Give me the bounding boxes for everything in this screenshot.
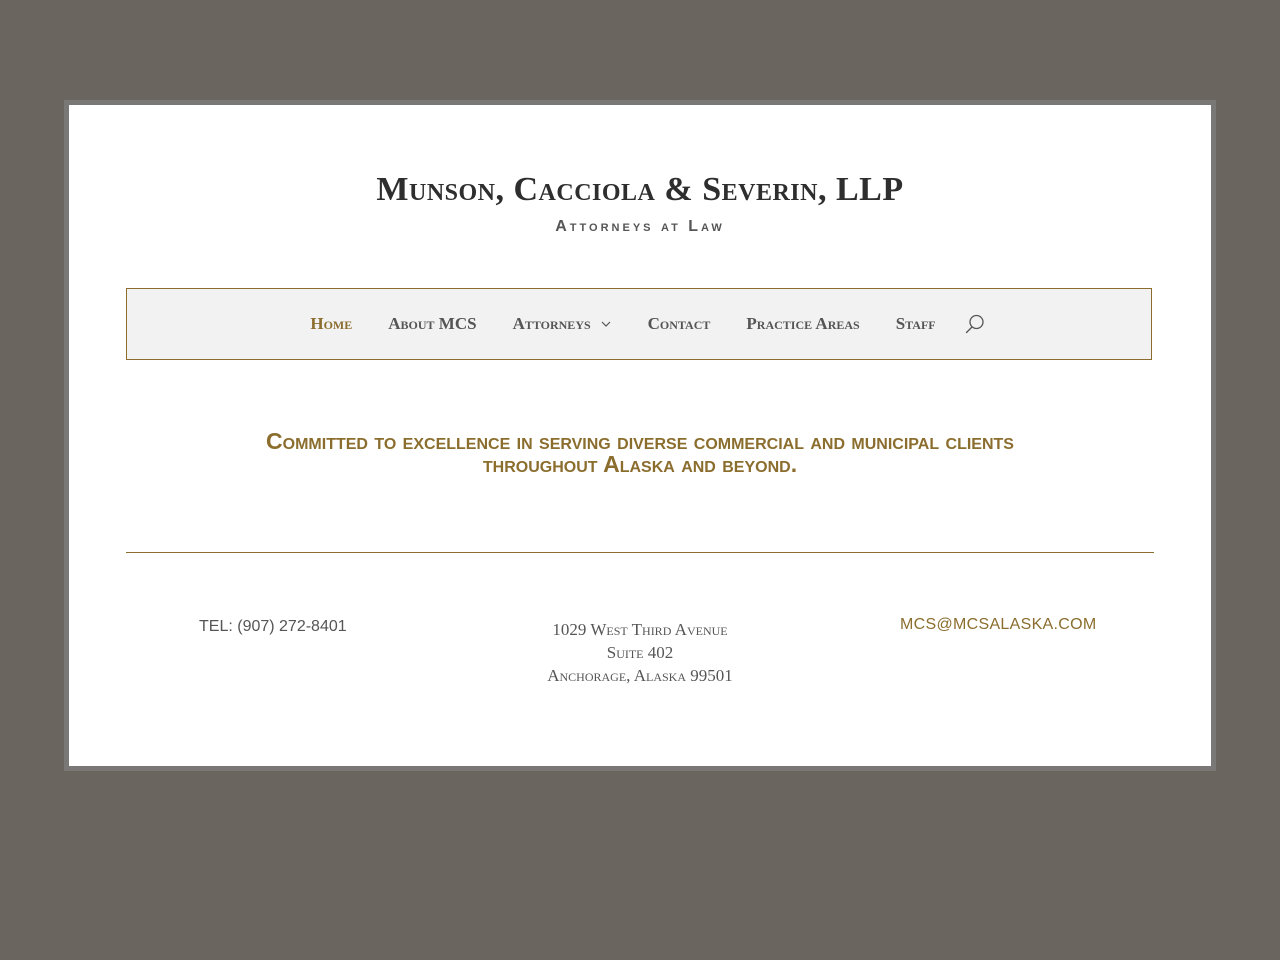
mission-statement xyxy=(129,430,1151,476)
nav-item-about-mcs[interactable] xyxy=(388,314,476,334)
nav-item-label: About MCS xyxy=(388,314,477,333)
nav-item-label: Contact xyxy=(647,314,711,333)
phone-number: TEL: (907) 272-8401 xyxy=(199,618,347,635)
nav-item-practice-areas[interactable] xyxy=(746,314,859,334)
site-tagline: Attorneys at Law xyxy=(555,218,725,235)
nav-item-attorneys[interactable] xyxy=(513,314,612,334)
nav-item-label: Practice Areas xyxy=(746,314,860,333)
address-line-3: Anchorage, Alaska 99501 xyxy=(547,666,733,685)
site-title[interactable]: Munson, Cacciola & Severin, LLP xyxy=(376,171,904,208)
email-link[interactable]: MCS@MCSALASKA.COM xyxy=(900,616,1097,633)
search-icon[interactable] xyxy=(964,313,986,335)
nav-item-label: Staff xyxy=(895,314,936,333)
address-line-2: Suite 402 xyxy=(606,643,674,662)
mission-line-1: Committed to excellence in serving diverse commercial and municipal clients xyxy=(266,428,1014,454)
page-frame xyxy=(64,100,1216,771)
nav-item-contact[interactable] xyxy=(648,314,711,334)
office-address xyxy=(440,618,840,687)
nav-item-home[interactable] xyxy=(310,314,352,334)
chevron-down-icon xyxy=(600,318,612,330)
nav-item-label: Attorneys xyxy=(512,314,591,333)
nav-item-label: Home xyxy=(310,314,353,333)
divider xyxy=(126,552,1154,553)
address-line-1: 1029 West Third Avenue xyxy=(552,620,728,639)
main-nav xyxy=(126,288,1152,360)
mission-line-2: throughout Alaska and beyond. xyxy=(482,451,798,477)
nav-item-staff[interactable] xyxy=(896,314,936,334)
